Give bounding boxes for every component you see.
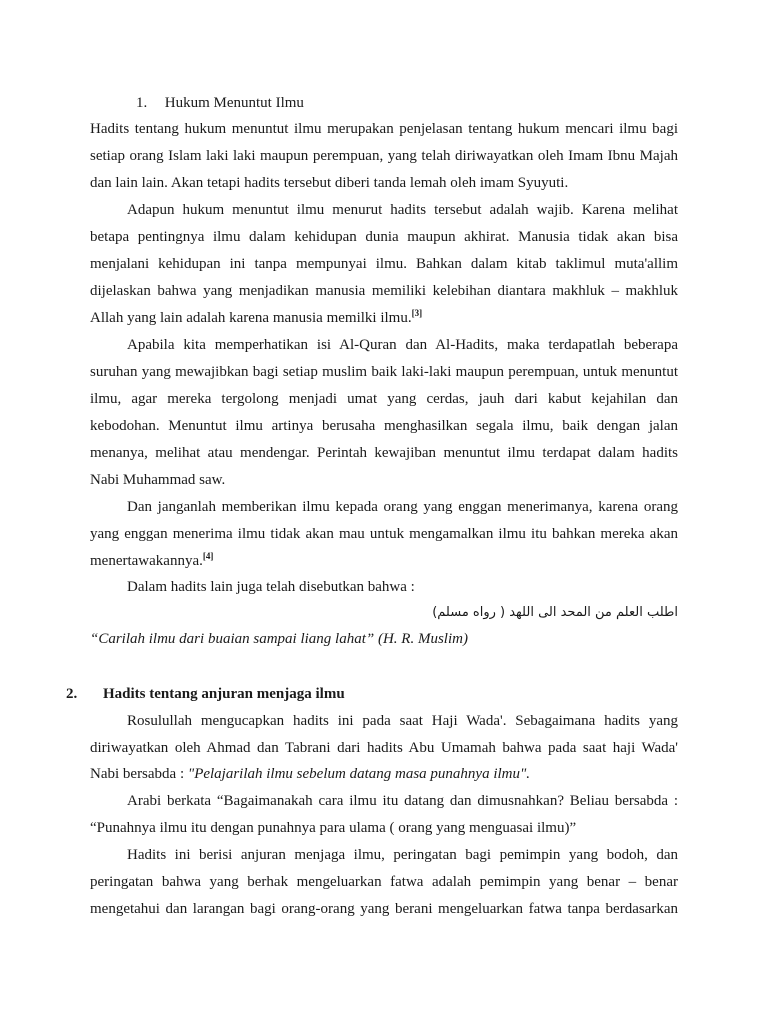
p6-line-2: diriwayatkan oleh Ahmad dan Tabrani dari hadits Abu Umamah bahwa pada saat haji Wada'	[90, 740, 678, 756]
p7-line-1: Arabi berkata “Bagaimanakah cara ilmu itu datang dan dimusnahkan? Beliau bersabda :	[127, 793, 678, 809]
p7-line-2: “Punahnya ilmu itu dengan punahnya para ulama ( orang yang menguasai ilmu)”	[90, 820, 577, 836]
section-1-number: 1.	[136, 95, 148, 111]
p4-line-1: Dan janganlah memberikan ilmu kepada orang yang enggan menerimanya, karena orang	[127, 499, 678, 515]
p2-line-5-text: Allah yang lain adalah karena manusia memilki ilmu.	[90, 310, 412, 326]
p8-line-3: mengetahui dan larangan bagi orang-orang yang berani mengeluarkan fatwa tanpa berdasarkan	[90, 901, 678, 917]
section-1-title: Hukum Menuntut Ilmu	[164, 95, 304, 111]
p2-line-5	[90, 309, 422, 327]
p1-line-3: dan lain lain. Akan tetapi hadits tersebut diberi tanda lemah oleh imam Syuyuti.	[90, 175, 569, 191]
section-1-heading	[136, 94, 304, 112]
p6-line-3-quote: "Pelajarilah ilmu sebelum datang masa punahnya ilmu".	[187, 766, 531, 782]
p4-line-3	[90, 552, 213, 570]
p2-line-1: Adapun hukum menuntut ilmu menurut hadits tersebut adalah wajib. Karena melihat	[127, 202, 678, 218]
p8-line-2: peringatan bahwa yang berhak mengeluarkan fatwa adalah pemimpin yang benar – benar	[90, 874, 678, 890]
arabic-hadith: اطلب العلم من المحد الى اللهد ( رواه مسلم)	[432, 605, 678, 620]
p6-line-3-prefix: Nabi bersabda :	[90, 766, 188, 782]
p3-line-3: ilmu, agar mereka tergolong menjadi umat yang cerdas, jauh dari kabut kejahilan dan	[90, 391, 678, 407]
p1-line-2: setiap orang Islam laki laki maupun perempuan, yang telah diriwayatkan oleh Imam Ibnu Majah	[90, 148, 678, 164]
p3-line-6: Nabi Muhammad saw.	[90, 472, 226, 488]
p8-line-1: Hadits ini berisi anjuran menjaga ilmu, peringatan bagi pemimpin yang bodoh, dan	[127, 847, 678, 863]
p1-line-1: Hadits tentang hukum menuntut ilmu merupakan penjelasan tentang hukum mencari ilmu bagi	[90, 121, 678, 137]
section-2-heading	[66, 685, 77, 703]
section-2-title-wrap	[103, 685, 345, 703]
p6-line-3	[90, 765, 530, 783]
p2-line-3: menjalani kehidupan ini tanpa mempunyai ilmu. Bahkan dalam kitab taklimul muta'allim	[90, 256, 678, 272]
translation-quote	[90, 630, 468, 648]
p2-line-4: dijelaskan bahwa yang menjadikan manusia memiliki kelebihan diantara makhluk – makhluk	[90, 283, 678, 299]
p5-line-1: Dalam hadits lain juga telah disebutkan bahwa :	[127, 579, 415, 595]
p4-line-2: yang enggan menerima ilmu tidak akan mau untuk mengamalkan ilmu itu bahkan mereka akan	[90, 526, 678, 542]
p3-line-4: kebodohan. Menuntut ilmu artinya berusaha menghasilkan segala ilmu, baik dengan jalan	[90, 418, 678, 434]
p3-line-2: suruhan yang mewajibkan bagi setiap muslim baik laki-laki maupun perempuan, untuk menuntut	[90, 364, 678, 380]
section-2-number: 2.	[66, 686, 78, 702]
footnote-ref-3[interactable]: [3]	[411, 308, 423, 318]
translation-quote-text: “Carilah ilmu dari buaian sampai liang lahat” (H. R. Muslim)	[90, 631, 468, 647]
p2-line-2: betapa pentingnya ilmu dalam kehidupan dunia maupun akhirat. Manusia tidak akan bisa	[90, 229, 678, 245]
p3-line-5: menanya, melihat atau mendengar. Perintah kewajiban menuntut ilmu terdapat dalam hadits	[90, 445, 678, 461]
section-2-title: Hadits tentang anjuran menjaga ilmu	[103, 686, 345, 702]
p6-line-1: Rosulullah mengucapkan hadits ini pada saat Haji Wada'. Sebagaimana hadits yang	[127, 713, 678, 729]
p3-line-1: Apabila kita memperhatikan isi Al-Quran dan Al-Hadits, maka terdapatlah beberapa	[127, 337, 678, 353]
footnote-ref-4[interactable]: [4]	[202, 551, 214, 561]
p4-line-3-text: menertawakannya.	[90, 553, 203, 569]
